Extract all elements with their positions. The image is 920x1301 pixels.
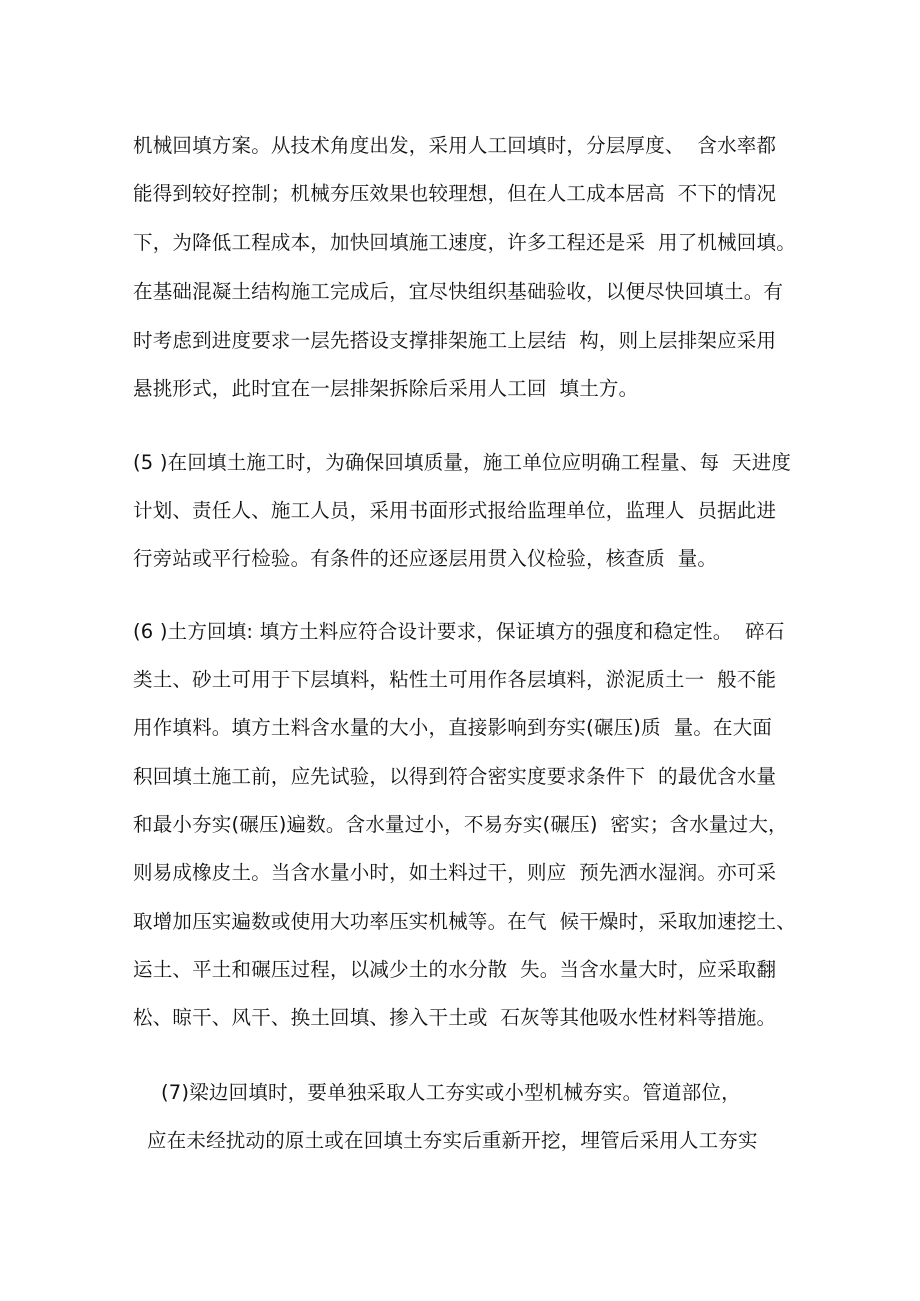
text-line: 和最小夯实(碾压)遍数。含水量过小，不易夯实(碾压) 密实；含水量过大， — [133, 813, 788, 836]
text-line: (7)梁边回填时，要单独采取人工夯实或小型机械夯实。管道部位， — [161, 1081, 741, 1104]
text-line: 下，为降低工程成本，加快回填施工速度，许多工程还是采 用了机械回填。 — [133, 231, 796, 254]
text-line: (5 )在回填土施工时，为确保回填质量，施工单位应明确工程量、每 天进度 — [133, 451, 792, 474]
text-line: 用作填料。填方土料含水量的大小，直接影响到夯实(碾压)质 量。在大面 — [133, 716, 773, 739]
text-line: 运土、平土和碾压过程，以减少土的水分散 失。当含水量大时，应采取翻 — [133, 958, 777, 981]
text-line: 机械回填方案。从技术角度出发，采用人工回填时，分层厚度、 含水率都 — [133, 134, 777, 157]
text-line: 在基础混凝土结构施工完成后，宜尽快组织基础验收，以便尽快回填土。有 — [133, 280, 784, 303]
text-line: 悬挑形式，此时宜在一层排架拆除后采用人工回 填土方。 — [133, 377, 639, 400]
text-line: 则易成橡皮土。当含水量小时，如土料过干，则应 预先洒水湿润。亦可采 — [133, 861, 777, 884]
text-line: 松、晾干、风干、换土回填、掺入干土或 石灰等其他吸水性材料等措施。 — [133, 1006, 777, 1029]
text-line: 取增加压实遍数或使用大功率压实机械等。在气 候干燥时，采取加速挖土、 — [133, 910, 796, 933]
text-line: 能得到较好控制；机械夯压效果也较理想，但在人工成本居高 不下的情况 — [133, 182, 777, 205]
text-line: 时考虑到进度要求一层先搭设支撑排架施工上层结 构，则上层排架应采用 — [133, 329, 777, 352]
text-line: 积回填土施工前，应先试验，以得到符合密实度要求条件下 的最优含水量 — [133, 765, 777, 788]
text-line: 应在未经扰动的原土或在回填土夯实后重新开挖，埋管后采用人工夯实 — [147, 1129, 758, 1152]
text-line: 计划、责任人、施工人员，采用书面形式报给监理单位，监理人 员据此进 — [133, 499, 777, 522]
text-line: 行旁站或平行检验。有条件的还应逐层用贯入仪检验，核查质 量。 — [133, 547, 718, 570]
text-line: 类土、砂土可用于下层填料，粘性土可用作各层填料，淤泥质土一 般不能 — [133, 668, 777, 691]
text-line: (6 )土方回填: 填方土料应符合设计要求，保证填方的强度和稳定性。 碎石 — [133, 620, 785, 643]
